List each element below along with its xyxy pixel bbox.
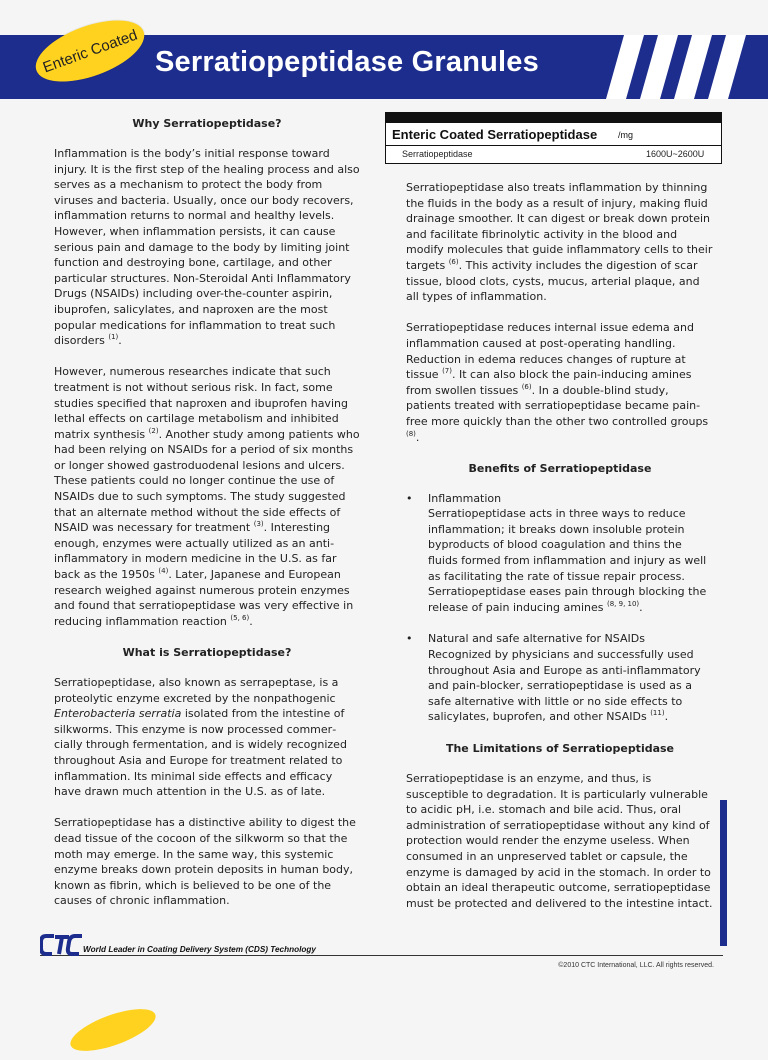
table-top-bar — [385, 112, 722, 123]
ctc-logo-icon — [40, 933, 84, 957]
why-heading: Why Serratiopeptidase? — [132, 117, 282, 130]
next-page-badge-decoration — [66, 1001, 161, 1060]
page-title: Serratiopeptidase Granules — [155, 46, 539, 78]
table-row-value: 1600U~2600U — [646, 149, 705, 159]
footer-tagline: World Leader in Coating Delivery System (CDS) Technology — [83, 945, 316, 954]
left-column — [54, 116, 360, 925]
right-paragraph-2: Serratiopeptidase reduces internal issue edema and inflammation caused at post-operating handling. Reduction in edema reduces changes of rupture at tissue $^{(7)}$. It can also block the pain-inducing amines from swollen tissues $^{(6)}$. In a double-blind study, patients treated with serratiopeptidase became pain-free more quickly than the other two controlled groups $^{(8)}$. — [406, 321, 709, 444]
footer-divider — [40, 955, 723, 956]
list-item: • Natural and safe alternative for NSAIDs Recognized by physicians and successfully used throughout Asia and Europe as anti-inflammatory and pain-blocker, serratiopeptidase is used as a safe alternative with little or no side effects to salicylates, buprofen, and other NSAIDs $^{(11)}$. — [406, 632, 701, 724]
copyright: ©2010 CTC International, LLC. All rights reserved. — [558, 962, 714, 969]
what-paragraph-1: Serratiopeptidase, also known as serrapeptase, is a proteolytic enzyme excreted by the nonpathogenic Enterobacteria serratia isolated from the intestine of silkworms. This enzyme is now processed commercially through fermentation, and is widely recognized throughout Asia and Europe for treatment related to inflammation. Its minimal side effects and efficacy have drawn much attention in the U.S. as of late. — [54, 676, 347, 799]
table-heading: Enteric Coated Serratiopeptidase — [392, 127, 598, 142]
right-paragraph-1: Serratiopeptidase also treats inflammation by thinning the fluids in the body as a result of injury, making fluid drainage smoother. It can digest or break down protein and facilitate fibrinolytic activity in the blood and modify molecules that guide inflammatory cells to their targets $^{(6)}$. This activity includes the digestion of scar tissue, blood clots, cysts, mucus, arterial plaque, and all types of inflammation. — [406, 181, 713, 304]
limitations-paragraph: Serratiopeptidase is an enzyme, and thus, is susceptible to degradation. It is particularly vulnerable to acidic pH, i.e. stomach and bile acid. Thus, oral administration of serratiopeptidase without any kind of protection would render the enzyme useless. When consumed in an unpreserved tablet or capsule, the enzyme is damaged by acid in the stomach. In order to obtain an ideal therapeutic outcome, serratiopeptidase must be protected and delivered to the intestine intact. — [406, 772, 713, 910]
table-row — [385, 145, 722, 164]
why-paragraph-1: Inflammation is the body’s initial response toward injury. It is the first step of the healing process and also serves as a mechanism to protect the body from viruses and bacteria. Usually, once our body recovers, inflammation returns to normal and healthy levels. However, when inflammation persists, it can cause serious pain and damage to the body by limiting joint function and destroying bone, cartilage, and other particular structures. Non-Steroidal Anti Inflammatory Drugs (NSAIDs) including over-the-counter aspirin, ibuprofen, salicylates, and naproxen are the most popular medications for inflammation to treat such disorders $^{(1)}$. — [54, 147, 360, 348]
right-column — [406, 180, 714, 927]
table-unit-header: /mg — [618, 130, 634, 140]
limitations-heading: The Limitations of Serratiopeptidase — [445, 742, 675, 755]
why-paragraph-2: However, numerous researches indicate that such treatment is not without serious risk. In fact, some studies specified that naproxen and ibuprofen having lethal effects on cartilage metabolism and inhibited matrix synthesis $^{(2)}$. Another study among patients who had been relying on NSAIDs for a period of six months or longer showed gastroduodenal lesions and ulcers. These patients could no longer continue the use of NSAIDs due to such symptoms. The study suggested that an alternate method without the side effects of NSAID was necessary for treatment $^{(3)}$. Interesting enough, enzymes were actually utilized as an anti-inflammatory in modern medicine in the U.S. as far back as the 1950s $^{(4)}$. Later, Japanese and European research weighed against numerous protein enzymes and found that serratiopeptidase was very effective in reducing inflammation reaction $^{(5, 6)}$. — [54, 365, 360, 628]
list-item: • Inflammation Serratiopeptidase acts in three ways to reduce inflammation; it breaks down insoluble protein byproducts of blood coagulation and thins the fluids formed from inflammation and injury as well as facilitating the rate of tissue repair process. Serratiopeptidase eases pain through blocking the release of pain inducing amines $^{(8, 9, 10)}$. — [406, 491, 707, 614]
what-paragraph-2: Serratiopeptidase has a distinctive ability to digest the dead tissue of the cocoon of the silkworm so that the moth may emerge. In the same way, this systemic enzyme breaks down protein deposits in human body, known as fibrin, which is believed to be one of the causes of chronic inflammation. — [54, 816, 356, 908]
badge-label: Enteric Coated — [40, 26, 140, 76]
table-row-name: Serratiopeptidase — [402, 149, 473, 159]
bullet-icon: • — [406, 632, 413, 646]
what-heading: What is Serratiopeptidase? — [122, 646, 292, 659]
accent-vertical-bar — [720, 800, 727, 946]
benefits-heading: Benefits of Serratiopeptidase — [468, 461, 652, 475]
table-header-row — [385, 123, 722, 145]
bullet-icon: • — [406, 491, 413, 505]
benefits-list — [406, 491, 714, 725]
spec-table — [385, 112, 722, 164]
